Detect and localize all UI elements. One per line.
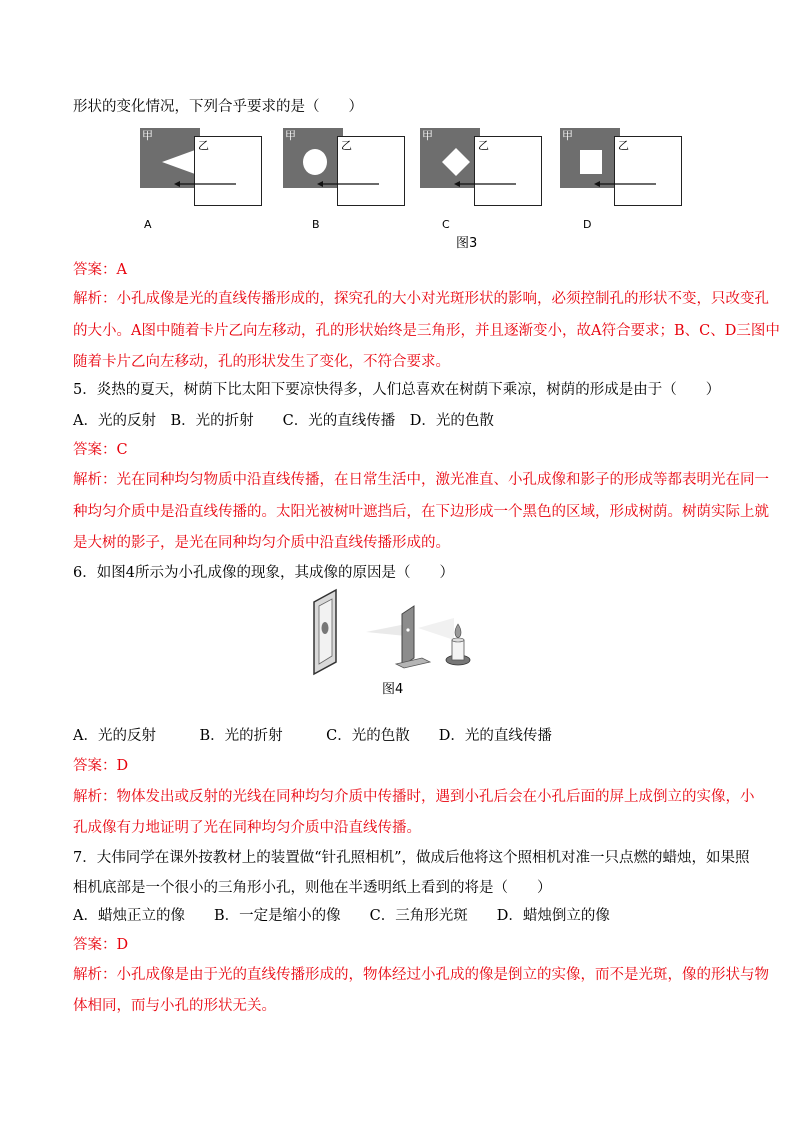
panel-letter-c: C [442,218,450,231]
q4-explanation-line: 的大小。A图中随着卡片乙向左移动，孔的形状始终是三角形，并且逐渐变小，故A符合要求；B、C、D三图中 [73,323,780,339]
q6-explanation-line: 孔成像有力地证明了光在同种均匀介质中沿直线传播。 [73,820,421,836]
left-arrow-icon [560,124,690,214]
figure-4 [306,588,486,696]
q5-answer: 答案：C [73,442,128,458]
q4-explanation-line: 解析：小孔成像是光的直线传播形成的，探究孔的大小对光斑形状的影响，必须控制孔的形状不变，只改变孔 [73,291,769,307]
q5-stem: 5．炎热的夏天，树荫下比太阳下要凉快得多，人们总喜欢在树荫下乘凉，树荫的形成是由于（ ） [73,382,721,398]
q4-explanation-line: 随着卡片乙向左移动，孔的形状发生了变化，不符合要求。 [73,354,450,370]
panel-letter-d: D [583,218,592,231]
q7-explanation-line: 体相同，而与小孔的形状无关。 [73,998,276,1014]
q7-options: A．蜡烛正立的像 B．一定是缩小的像 C．三角形光斑 D．蜡烛倒立的像 [73,908,610,924]
card-jia-label: 甲 [422,129,433,142]
left-arrow-icon [140,124,270,214]
q4-stem: 形状的变化情况，下列合乎要求的是（ ） [73,99,363,115]
figure-3-panel-a [140,124,260,204]
q4-answer: 答案：A [73,262,127,278]
figure-3-caption: 图3 [456,236,478,251]
q6-explanation-line: 解析：物体发出或反射的光线在同种均匀介质中传播时，遇到小孔后会在小孔后面的屏上成倒立的实像，小 [73,789,755,805]
left-arrow-icon [420,124,550,214]
q5-options: A．光的反射 B．光的折射 C．光的直线传播 D．光的色散 [73,413,494,429]
left-arrow-icon [283,124,413,214]
card-yi-label: 乙 [478,139,489,152]
card-yi-label: 乙 [618,139,629,152]
candle-icon [452,640,464,660]
q5-explanation-line: 解析：光在同种均匀物质中沿直线传播，在日常生活中，激光准直、小孔成像和影子的形成等都表明光在同一 [73,472,769,488]
card-jia-label: 甲 [562,129,573,142]
panel-letter-b: B [312,218,320,231]
pinhole-camera-illustration [306,588,486,678]
card-yi-label: 乙 [198,139,209,152]
q6-answer: 答案：D [73,758,129,774]
q5-explanation-line: 种均匀介质中是沿直线传播的。太阳光被树叶遮挡后，在下边形成一个黑色的区域，形成树荫。树荫实际上就 [73,504,769,520]
q7-answer: 答案：D [73,937,129,953]
pinhole-board-icon [402,606,414,666]
card-jia-label: 甲 [285,129,296,142]
flame-icon [455,624,461,638]
q7-explanation-line: 解析：小孔成像是由于光的直线传播形成的，物体经过小孔成的像是倒立的实像，而不是光斑，像的形状与物 [73,967,769,983]
q5-explanation-line: 是大树的影子，是光在同种均匀介质中沿直线传播形成的。 [73,535,450,551]
card-yi-label: 乙 [341,139,352,152]
q7-stem-line: 相机底部是一个很小的三角形小孔，则他在半透明纸上看到的将是（ ） [73,880,552,896]
figure-3-panel-b [283,124,403,204]
figure-3-panel-d [560,124,680,204]
panel-letter-a: A [144,218,152,231]
card-jia-label: 甲 [142,129,153,142]
figure-4-caption: 图4 [382,682,404,697]
q6-stem: 6．如图4所示为小孔成像的现象，其成像的原因是（ ） [73,565,454,581]
figure-3 [140,124,680,254]
q7-stem-line: 7．大伟同学在课外按教材上的装置做“针孔照相机”，做成后他将这个照相机对准一只点燃的蜡烛，如果照 [73,850,750,866]
q6-options: A．光的反射 B．光的折射 C．光的色散 D．光的直线传播 [73,728,552,744]
figure-3-panel-c [420,124,540,204]
